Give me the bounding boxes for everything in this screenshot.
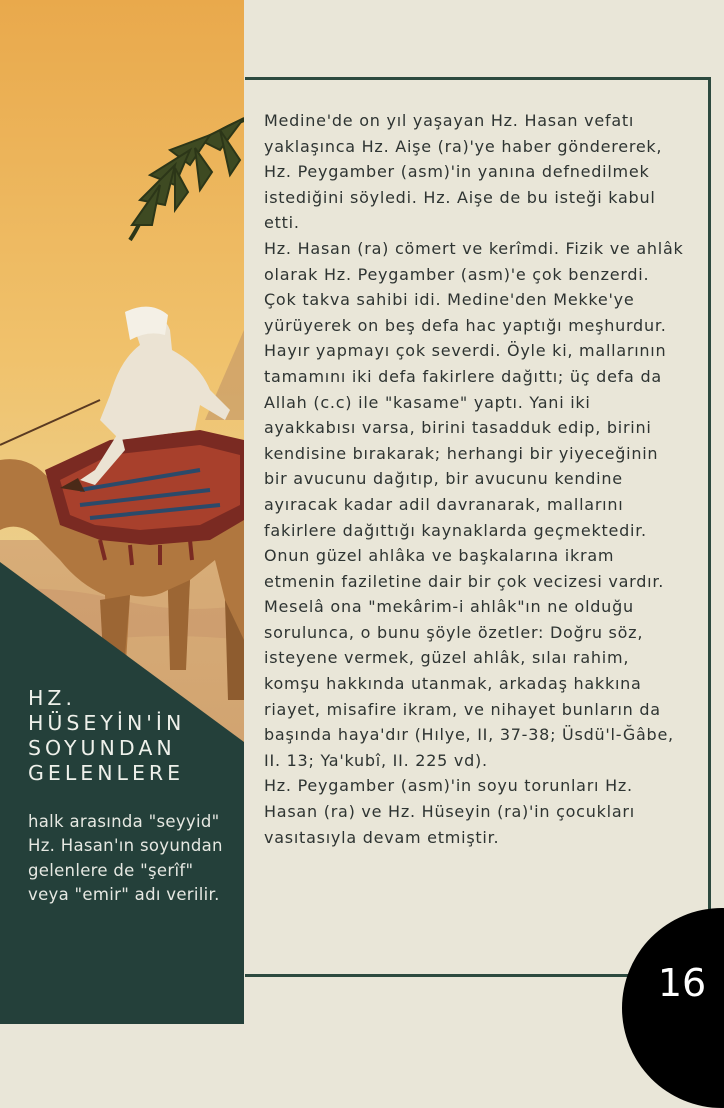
article-body [264, 108, 684, 850]
page-number: 16 [657, 961, 707, 1005]
article-paragraph: Hz. Hasan (ra) cömert ve kerîmdi. Fizik ve ahlâk olarak Hz. Peygamber (asm)'e çok benzerdi. Çok takva sahibi idi. Medine'den Mekke'ye yürüyerek on beş defa hac yaptığı meşhurdur. [264, 238, 684, 335]
side-note: halk arasında "seyyid" Hz. Hasan'ın soyundan gelenlere de "şerîf" veya "emir" adı verilir. [28, 812, 223, 904]
left-panel [0, 0, 244, 1024]
article-paragraph: Medine'de on yıl yaşayan Hz. Hasan vefatı yaklaşınca Hz. Aişe (ra)'ye haber göndererek, Hz. Peygamber (asm)'in yanına defnedilmek istediğini söyledi. Hz. Aişe de bu isteği kabul etti. [264, 111, 663, 233]
article-paragraph: Hz. Peygamber (asm)'in soyu torunları Hz. Hasan (ra) ve Hz. Hüseyin (ra)'in çocukları vasıtasıyla devam etmiştir. [264, 776, 635, 847]
article-paragraph: Hayır yapmayı çok severdi. Öyle ki, mallarının tamamını iki defa fakirlere dağıttı; üç defa da Allah (c.c) ile "kasame" yaptı. Yani iki ayakkabısı varsa, birini tasadduk edip, birini kendisine bırakarak; herhangi bir yiyeceğinin bir avucunu dağıtıp, bir avucunu kendine ayıracak kadar adil davranarak, mallarını fakirlere dağıttığı kaynaklarda geçmektedir. Onun güzel ahlâka ve başkalarına ikram etmenin faziletine dair bir çok vecizesi vardır. Meselâ ona "mekârim-i ahlâk"ın ne olduğu sorulunca, o bunu şöyle özetler: Doğru söz, isteyene vermek, güzel ahlâk, sılaı rahim, komşu hakkında utanmak, arkadaş hakkına riayet, misafire ikram, ve nihayet bunların da başında haya'dır (Hılye, II, 37-38; Üsdü'l-Ğâbe, II. 13; Ya'kubî, II. 225 vd). [264, 341, 674, 770]
side-title: HZ. HÜSEYİN'İN SOYUNDAN GELENLERE [28, 686, 186, 785]
